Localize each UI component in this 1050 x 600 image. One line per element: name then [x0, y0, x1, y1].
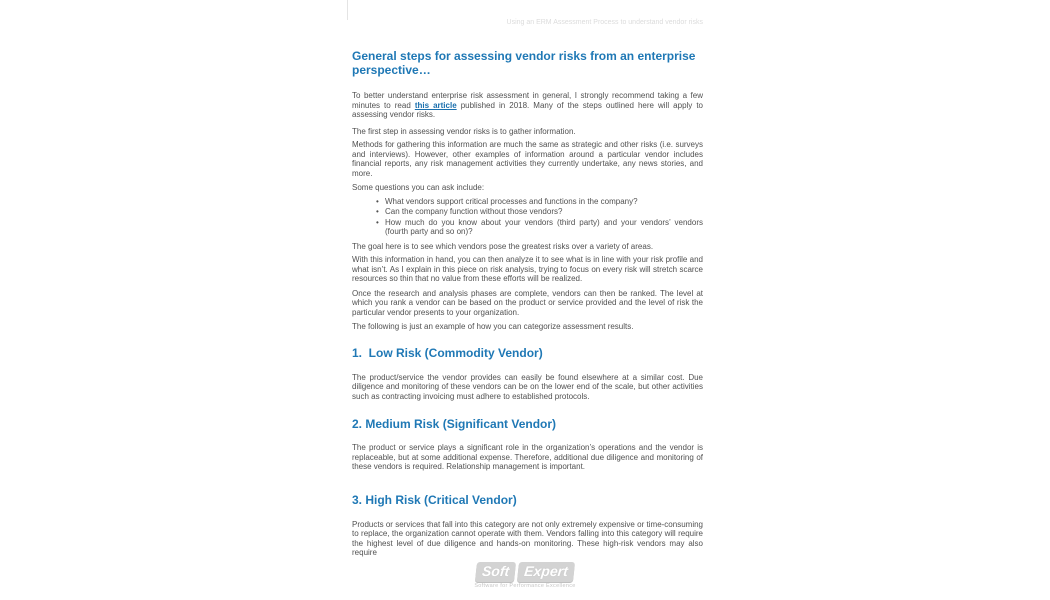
intro-paragraph-4: Some questions you can ask include:	[352, 183, 485, 192]
intro-paragraph-6: With this information in hand, you can then analyze it to see what is in line with your risk profile and what isn’t. As I explain in this piece on risk analysis, trying to focus on every risk will stretch scarce resources so thin that no value from these efforts will be realized.	[352, 255, 703, 283]
intro-paragraph-3: Methods for gathering this information are much the same as strategic and other risks (i.e. surveys and interviews). However, other examples of information around a particular vendor includes financial reports, any risk management activities they currently undertake, any news stories, and more.	[352, 140, 703, 178]
logo-word-expert: Expert	[517, 562, 575, 582]
paragraph-text: To better understand enterprise risk assessment in general, I strongly recommend taking a few minutes to read	[352, 91, 703, 110]
article-link[interactable]: this article	[414, 100, 457, 110]
bullet-item: • How much do you know about your vendors (third party) and your vendors’ vendors (fourth party and so on)?	[376, 218, 703, 237]
footer-logo	[0, 562, 1050, 590]
section-body-medium-risk: The product or service plays a significant role in the organization’s operations and the vendor is replaceable, but at some additional expense. Therefore, additional due diligence and monitoring of these vendors is required. Relationship management is important.	[352, 443, 703, 471]
logo-tagline: Software for Performance Excellence	[474, 583, 576, 589]
intro-paragraph-7: Once the research and analysis phases are complete, vendors can then be ranked. The level at which you rank a vendor can be based on the product or service provided and the level of risk the particular vendor presents to your organization.	[352, 288, 703, 317]
paragraph-text: published in 2018. Many of the steps outlined here will apply to assessing vendor risks.	[352, 100, 704, 119]
page-edge-line	[347, 0, 348, 20]
section-heading-low-risk: 1. Low Risk (Commodity Vendor)	[352, 345, 543, 360]
intro-paragraph-2: The first step in assessing vendor risks is to gather information.	[352, 126, 576, 136]
document-page	[352, 0, 703, 558]
softexpert-logo	[475, 562, 575, 582]
page-title: General steps for assessing vendor risks from an enterprise perspective…	[352, 49, 696, 77]
intro-paragraph-5: The goal here is to see which vendors pose the greatest risks over a variety of areas.	[352, 241, 654, 251]
section-body-low-risk: The product/service the vendor provides can easily be found elsewhere at a similar cost. Due diligence and monitoring of these vendors can be on the lower end of the scale, but other activities such as contracting invoicing must adhere to established protocols.	[352, 372, 703, 401]
logo-word-soft: Soft	[475, 562, 516, 582]
question-bullet-list	[352, 197, 703, 237]
intro-paragraph-1	[352, 91, 703, 120]
section-body-high-risk: Products or services that fall into this category are not only extremely expensive or time-consuming to replace, the organization cannot operate with them. Vendors falling into this category will require the highest level of due diligence and hands-on monitoring. These high-risk vendors may also require	[352, 519, 703, 557]
bullet-item: • What vendors support critical processes and functions in the company?	[376, 197, 703, 207]
section-heading-high-risk: 3. High Risk (Critical Vendor)	[352, 492, 517, 507]
intro-paragraph-8: The following is just an example of how you can categorize assessment results.	[352, 322, 634, 331]
running-header: Using an ERM Assessment Process to understand vendor risks	[506, 19, 703, 26]
bullet-item: • Can the company function without those vendors?	[376, 207, 703, 217]
section-heading-medium-risk: 2. Medium Risk (Significant Vendor)	[352, 417, 557, 431]
